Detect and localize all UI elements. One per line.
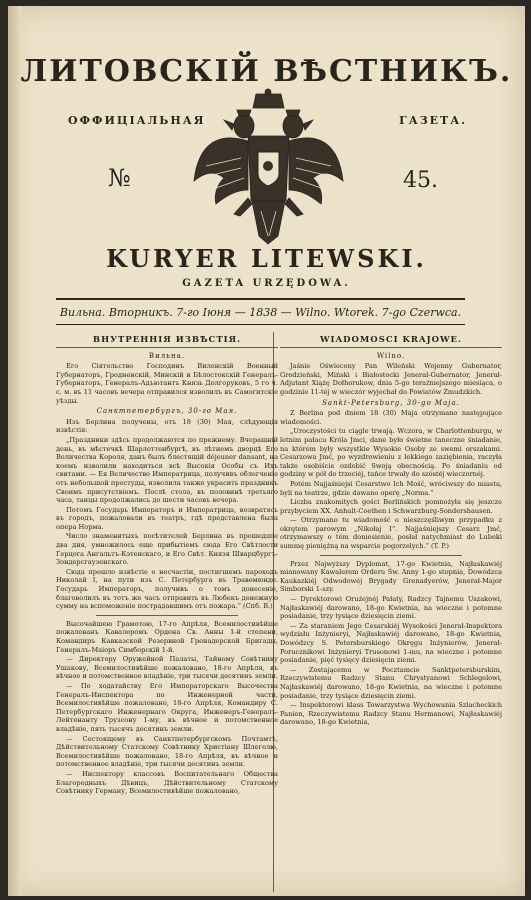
article-paragraph: Z Berlina pod dniem 18 (30) Maja otrzymano następujące wiadomości. (280, 409, 502, 426)
article-paragraph: Przez Najwyższy Dyplomat, 17-go Kwietnia, Najłaskawiéj mianowany Kawalerem Orderu Św. Anny 1-go stopnia, Dowódzca Kaukazkiéj Odwodowéj Brygady Grenadyerów, Jenerał-Major Simborski 1-szy. (280, 559, 502, 594)
polish-column (280, 336, 502, 884)
section-separator (96, 615, 238, 616)
article-paragraph: Сюда прошло извѣстіе о несчастіи, постигшемъ пароходъ Николай I, на пути изъ С. Петербурга въ Травемюнде. Государь Императоръ, получивъ о томъ донесеніе, благоволилъ въ тотъ же часъ отправить въ Любекъ денежную сумму на вспоможеніе пострадавшимъ отъ пожара.“ (Спб. В.) (56, 567, 278, 611)
rule-bottom (56, 324, 465, 325)
masthead-title-russian: ЛИТОВСКІЙ ВѢСТНИКЪ. (20, 54, 513, 89)
rule-top (56, 298, 465, 300)
masthead-title-polish: KURYER LITEWSKI. (106, 244, 427, 273)
masthead-subtitle-polish: GAZETA URZĘDOWA. (182, 278, 351, 289)
column-title: WIADOMOŚCI KRAJOWE. (280, 336, 502, 348)
article-paragraph: — Inspektorowi klass Towarzystwa Wychowania Szlacheckich Panien, Rzeczywistemu Radzcy Stanu Hermanowi, Najłaskawiéj darowano, 18-go Kwietnia, (280, 701, 502, 727)
issue-number-mark: № (108, 164, 131, 192)
article-paragraph: Его Сіятельство Господинъ Виленскій Военный Губернаторъ, Гродненскій, Минскій и Бѣлостокскій Генералъ-Губернаторъ, Генералъ-Адъютантъ Князь Долгоруковъ, 5 го ч. с. м. въ 11 часовъ вечера отправился изволилъ въ Самогитскіе уѣзды. (56, 362, 278, 405)
article-paragraph: Liczba znakomitych gości Berlińskich pomnożyła się jeszcze przybyciem XX. Anhalt-Coethen i Schwarzburg-Sondershausen. (280, 498, 502, 515)
dateline: Вильна. Вторникъ. 7-го Іюня — 1838 — Wilno. Wtorek. 7-go Czerwca. (59, 306, 462, 319)
article-paragraph: Число знаменитыхъ посѣтителей Берлина въ прошедшіе два дня, умножилось еще прибытіемъ сюда Его Свѣтлости Герцога Ангальтъ-Кэтенскаго, и Его Свѣт. Князя Шварцбургъ-Зондерсгаузенскаго. (56, 532, 278, 567)
section-separator (320, 555, 462, 556)
article-paragraph: — Инспектору классовъ Воспитательнаго Общества Благородныхъ Дѣвицъ, Дѣйствительному Статскому Совѣтнику Герману, Всемилостивѣйше пожаловано, (56, 769, 278, 796)
issue-number: 45. (403, 168, 438, 193)
article-paragraph: — Zostającemu w Pocztamcie Sanktpetersburskim, Rzeczywistemu Radzcy Stanu Chrystyanowi Schlegelowi, Najłaskawiéj darowano, 18-go Kwietnia, na wieczne i potomne posiadanie, trzy tysiące dziesięcin ziemi. (280, 665, 502, 700)
newspaper-page (8, 6, 525, 896)
article-paragraph: Jaśnie Oświecony Pan Wileński Wojenny Gubernator, Grodzieński, Miński i Białostocki Jenerał-Gubernator, Jenerał-Adjutant Xiążę Dołhorukow, dnia 5-go teraźniejszego miesiąca, o godzinie 11-téj w wieczór wyjechał do Powiatów Żmudzkich. (280, 362, 502, 396)
dateline-place: Санктпетербургъ, 30-го Мая. (96, 407, 238, 416)
dateline-place: Sankt-Petersburg, 30-go Maja. (322, 398, 460, 407)
article-paragraph: — Za staraniem Jego Cesarskiéj Wysokości Jenerał-Inspektora wydziału Inżynieryi, Najłaskawiéj darowano, 18-go Kwietnia, Dowódzcy S. Petersburskiego Okręgu Inżynierów, Jenerał-Porucznikowi Inżynieryi Trusonowi 1-mu, na wieczne i potomne posiadanie, pięć tysięcy dziesięcin ziemi. (280, 621, 502, 665)
double-headed-eagle-icon (186, 86, 351, 251)
dateline-place: Вильна. (148, 351, 186, 360)
article-paragraph: — Директору Оружейной Палаты, Тайному Совѣтнику Ушакову, Всемилостивѣйше пожаловано, 18-го Апрѣля, въ вѣчное и потомственное владѣніе, три тысячи десятинъ земли. (56, 655, 278, 681)
article-paragraph: — Dyrektorowi Orużejnéj Pałaty, Radzcy Tajnemu Uszakowi, Najłaskawiéj darowano, 18-go Kwietnia, na wieczne i potomne posiadanie, trzy tysiące dziesięcin ziemi. (280, 595, 502, 621)
masthead-gazeta-label: ГАЗЕТА. (399, 114, 467, 127)
page-edge (8, 6, 22, 896)
article-paragraph: Высочайшею Грамотою, 17-го Апрѣля, Всемилостивѣйше пожалованъ Кавалеромъ Ордена Св. Анны 1-й степени, Командиръ Кавказской Резервной Гренадерской Бригады, Генералъ-Маіоръ Симборскій 1-й. (56, 619, 278, 654)
article-paragraph: — Состоящему въ Санктпетербургскомъ Почтамтѣ, Дѣйствительному Статскому Совѣтнику Христіану Шлегелю, Всемилостивѣйше пожаловано, 18-го Апрѣля, въ вѣчное и потомственное владѣніе, три тысячи десятинъ земли. (56, 734, 278, 769)
article-paragraph: — По ходатайству Его Императорскаго Высочества Генералъ-Инспектора по Инженерной части, Всемилостивѣйше пожаловано, 18-го Апрѣля, Командиру С. Петербургскаго Инженернаго Округа, Инженеръ-Генералъ-Лейтенанту Трузсону 1-му, въ вѣчное и потомственное владѣніе, пять тысячъ десятинъ земли. (56, 681, 278, 733)
article-paragraph: Потомъ Государь Императоръ и Императрица, возвратясь въ городъ, пожаловали въ театръ, гдѣ представлена была опера Норма. (56, 505, 278, 531)
column-title: ВНУТРЕННІЯ ИЗВѢСТІЯ. (56, 336, 278, 348)
article-paragraph: „Праздники здѣсь продолжаются по прежнему. Вчерашній день, въ мѣстечкѣ Шарлоттенбургѣ, въ лѣтнемъ дворцѣ Его Величества Короля, данъ былъ блестящій déjeuner dansant, на коемъ изволили находиться всѣ Высокія Особы съ Ихъ свитами. — Ея Величество Императрица, получивъ облегченіе отъ небольшой простуды, изволила также украсить праздникъ Своимъ присутствіемъ. Послѣ стола, въ половинѣ третьяго часа, танцы продолжались до шести часовъ вечера. (56, 435, 278, 505)
article-paragraph: — Otrzymano tu wiadomość o nieszczęśliwym przypadku z okrętem parowym „Nikołaj I“. Najjaśniejszy Cesarz Jmć, otrzymawszy o tém doniesienie, posłał natychmiast do Lubeki summę pieniężną na wsparcie pogorzelych.“ (T. P.) (280, 516, 502, 551)
dateline-place: Wilno. (376, 351, 406, 360)
article-paragraph: „Uroczystości tu ciągle trwają. Wczora, w Charlottenburgu, w letnim pałacu Króla Jmci, dane było świetne taneczne śniadanie, na którém były wszystkie Wysokie Osoby ze swemi orszakami. Cesarzowa Jmć, po wyzdrowieniu z lekkiego zaziębienia, raczyła także osobiście ozdobić Swoją obecnością. Po śniadaniu od godziny w pół do trzeciéj, tańce trwały do szóstéj wieczornéj. (280, 427, 502, 479)
article-paragraph: Potém Najjaśniejsi Cesarstwo Ich Mość, wróciwszy do miasta, byli na teatrze, gdzie dawano operę „Norma.“ (280, 479, 502, 497)
masthead-official-label: ОФФИЦІАЛЬНАЯ (68, 114, 206, 127)
russian-column (56, 336, 278, 884)
article-paragraph: Изъ Берлина получены, отъ 18 (30) Мая, слѣдующія извѣстія: (56, 417, 278, 435)
